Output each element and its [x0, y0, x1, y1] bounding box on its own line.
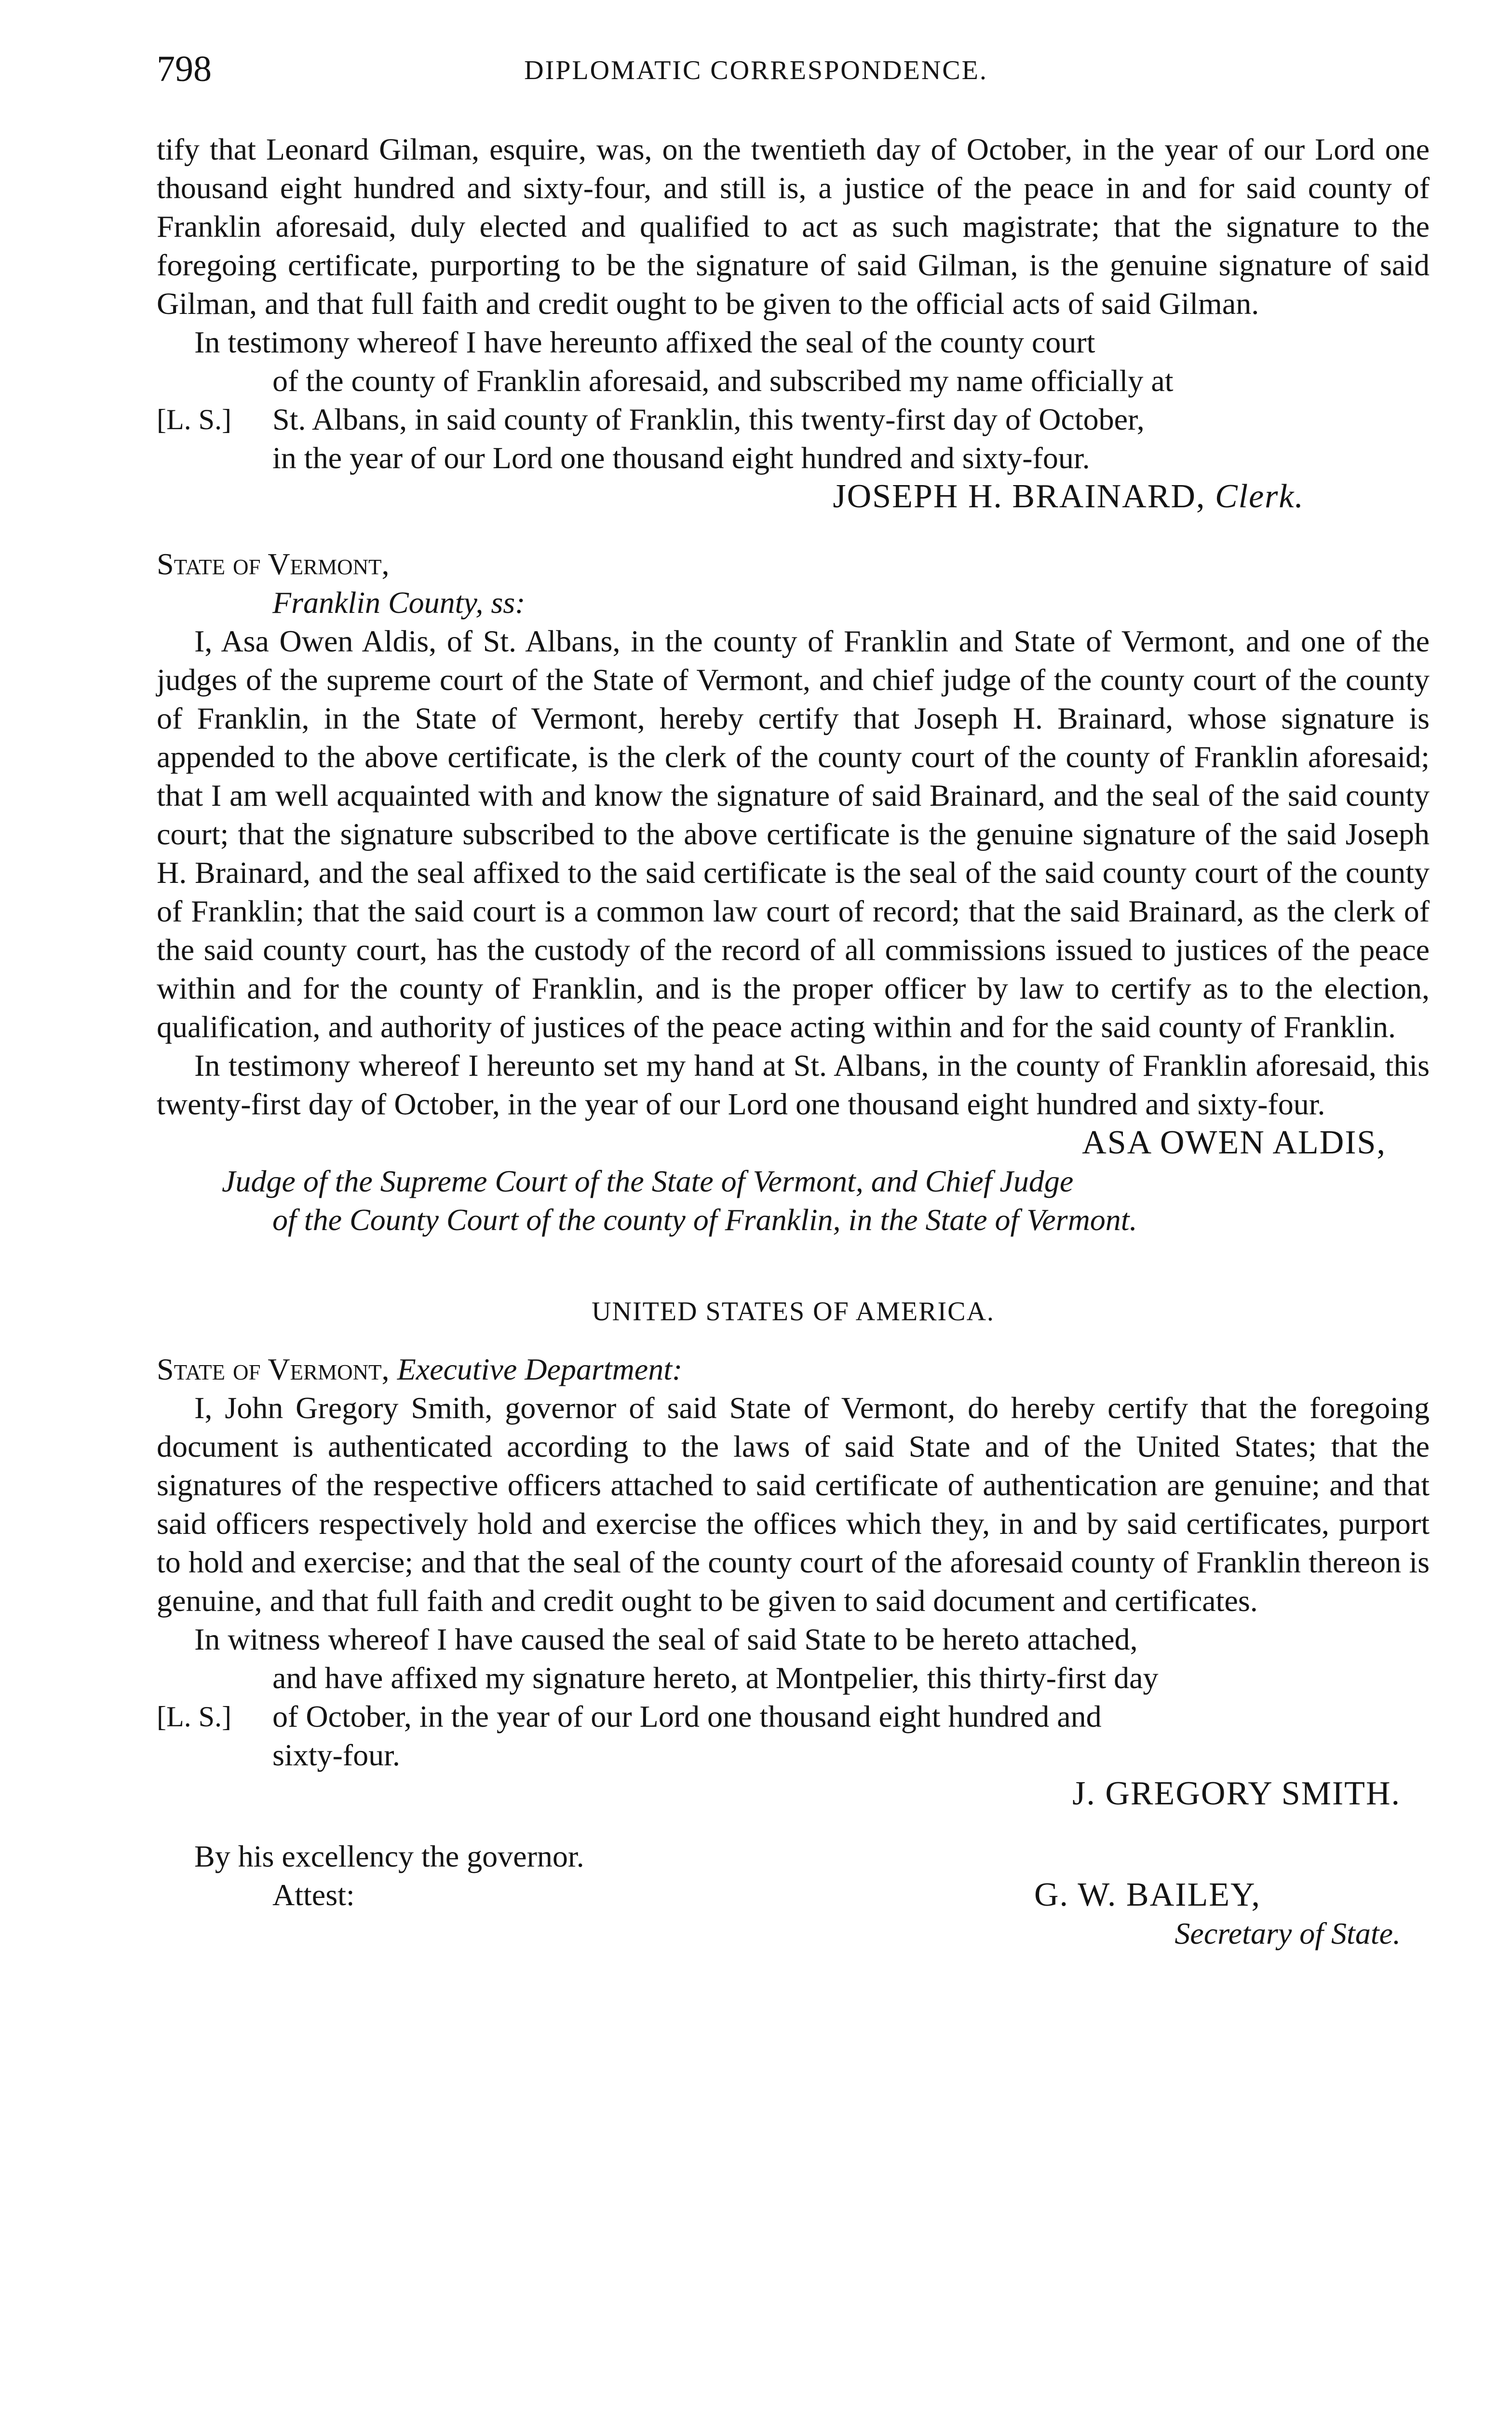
certificate-paragraph: tify that Leonard Gilman, esquire, was, on the twentieth day of October, in the year of our Lord one thousand eight hundred and sixty-four, and still is, a justice of the peace in and for said county of Franklin aforesaid, duly elected and qualified to act as such magistrate; that the signature to the foregoing certificate, purporting to be the signature of said Gilman, is the genuine signature of said Gilman, and that full faith and credit ought to be given to the official acts of said Gilman.: [157, 132, 1430, 321]
witness-line: sixty-four.: [272, 1738, 400, 1772]
signer-title-line: of the County Court of the county of Franklin, in the State of Vermont.: [272, 1203, 1137, 1237]
signer-name: J. GREGORY SMITH.: [1072, 1775, 1401, 1812]
witness-line: and have affixed my signature hereto, at Montpelier, this thirty-first day: [272, 1661, 1159, 1695]
certificate-judge: [157, 545, 1430, 1239]
signature-block: [157, 477, 1430, 516]
seal-row: [157, 400, 1430, 439]
seal-mark: [L. S.]: [157, 1701, 231, 1733]
attester-block: [1034, 1876, 1430, 1953]
page-body: [157, 130, 1430, 1953]
certificate-governor: [157, 1292, 1430, 1953]
page-number: 798: [157, 49, 212, 89]
testimony-line: St. Albans, in said county of Franklin, this twenty-first day of October,: [272, 402, 1145, 436]
signer-name: JOSEPH H. BRAINARD,: [833, 478, 1206, 515]
state-heading: State of Vermont,: [157, 547, 390, 581]
seal-row: [157, 1697, 1430, 1736]
attest-label: Attest:: [272, 1878, 355, 1912]
witness-line: of October, in the year of our Lord one thousand eight hundred and: [272, 1699, 1102, 1734]
testimony-line: In testimony whereof I have hereunto affixed the seal of the county court: [194, 325, 1095, 359]
testimony-line: of the county of Franklin aforesaid, and subscribed my name officially at: [272, 364, 1174, 398]
signer-title-line: Judge of the Supreme Court of the State of Vermont, and Chief Judge: [222, 1164, 1074, 1198]
running-head: DIPLOMATIC CORRESPONDENCE.: [524, 55, 988, 85]
certificate-paragraph: I, John Gregory Smith, governor of said State of Vermont, do hereby certify that the foregoing document is authenticated according to the laws of said State and of the United States; that the signatures of the respective officers attached to said certificate of authentication are genuine; and that said officers respectively hold and exercise the offices which they, in and by said certificates, purport to hold and exercise; and that the seal of the county court of the aforesaid county of Franklin thereon is genuine, and that full faith and credit ought to be given to said document and certificates.: [157, 1391, 1430, 1618]
seal-mark: [L. S.]: [157, 404, 231, 435]
state-department-heading: [157, 1350, 1430, 1389]
signature-block: [157, 1774, 1430, 1813]
state-heading: State of Vermont,: [157, 1352, 390, 1386]
signature-block: [157, 1124, 1430, 1162]
witness-line: In witness whereof I have caused the seal of said State to be hereto attached,: [194, 1622, 1138, 1656]
certificate-paragraph: I, Asa Owen Aldis, of St. Albans, in the county of Franklin and State of Vermont, and one of the judges of the supreme court of the State of Vermont, and chief judge of the county court of the county of Franklin, in the State of Vermont, hereby certify that Joseph H. Brainard, whose signature is appended to the above certificate, is the clerk of the county court of the county of Franklin aforesaid; that I am well acquainted with and know the signature of said Brainard, and the seal of the said county court; that the signature subscribed to the above certificate is the genuine signature of the said Joseph H. Brainard, and the seal affixed to the said certificate is the seal of the said county court of the county of Franklin; that the said court is a common law court of record; that the said Brainard, as the clerk of the said county court, has the custody of the record of all commissions issued to justices of the peace within and for the county of Franklin, and is the proper officer by law to certify as to the election, qualification, and authority of justices of the peace acting within and for the said county of Franklin.: [157, 624, 1430, 1044]
attester-title: Secretary of State.: [1174, 1916, 1401, 1950]
by-line: By his excellency the governor.: [194, 1839, 584, 1873]
certificate-clerk: [157, 130, 1430, 516]
section-heading: UNITED STATES OF AMERICA.: [592, 1297, 995, 1327]
testimony-paragraph: In testimony whereof I hereunto set my hand at St. Albans, in the county of Franklin aforesaid, this twenty-first day of October, in the year of our Lord one thousand eight hundred and sixty-four.: [157, 1048, 1430, 1121]
department-heading: Executive Department:: [397, 1352, 683, 1386]
attester-name: G. W. BAILEY,: [1034, 1876, 1261, 1913]
attest-row: [157, 1876, 1430, 1953]
page-header: [0, 48, 1512, 101]
signer-title: Clerk.: [1215, 478, 1304, 515]
testimony-line: in the year of our Lord one thousand eight hundred and sixty-four.: [272, 441, 1090, 475]
county-heading: Franklin County, ss:: [272, 585, 526, 620]
signer-name: ASA OWEN ALDIS,: [1082, 1124, 1386, 1161]
